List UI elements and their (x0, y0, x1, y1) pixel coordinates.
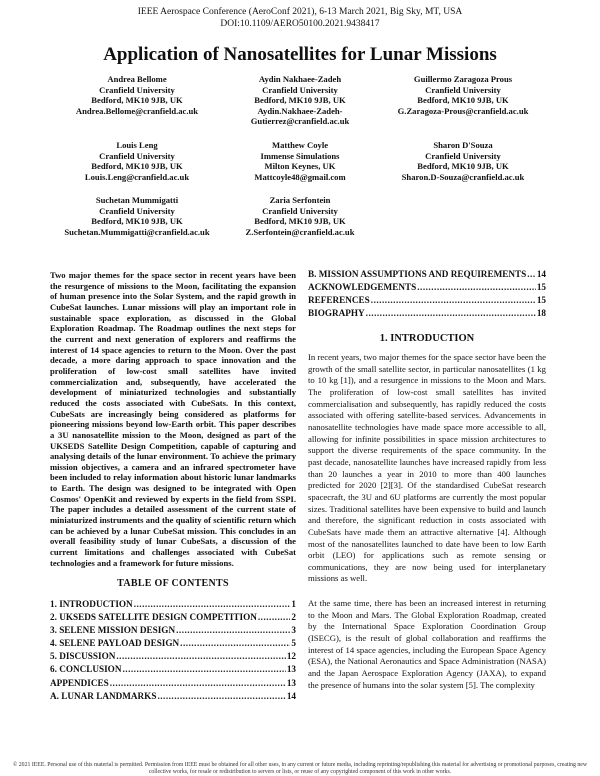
doi-line: DOI:10.1109/AERO50100.2021.9438417 (220, 19, 380, 29)
author-name: Andrea Bellome (107, 74, 167, 84)
toc-entry[interactable] (308, 268, 546, 281)
author-affiliation: Cranfield University (262, 205, 338, 216)
author-address: Bedford, MK10 9JB, UK (417, 95, 509, 105)
toc-entry[interactable] (308, 281, 546, 294)
toc-leader-dots (157, 690, 285, 703)
toc-entry-label: ACKNOWLEDGEMENTS (308, 282, 417, 293)
toc-title: TABLE OF CONTENTS (117, 578, 229, 589)
author-affiliation: Cranfield University (99, 205, 175, 216)
toc-entry[interactable] (50, 624, 296, 637)
toc-leader-dots (258, 611, 291, 624)
toc-leader-dots (527, 268, 536, 281)
toc-entry-page: 15 (536, 282, 546, 293)
toc-entry[interactable] (50, 637, 296, 650)
author-address: Bedford, MK10 9JB, UK (91, 161, 183, 171)
table-of-contents-continued (308, 268, 546, 320)
toc-entry-label: 5. DISCUSSION (50, 651, 116, 662)
author-block (378, 140, 548, 182)
toc-entry[interactable] (50, 598, 296, 611)
toc-entry[interactable] (308, 307, 546, 320)
toc-entry-label: 6. CONCLUSION (50, 664, 122, 675)
author-block (52, 140, 222, 182)
toc-entry-label: 3. SELENE MISSION DESIGN (50, 625, 176, 636)
table-of-contents (50, 598, 296, 703)
toc-entry-page: 15 (536, 295, 546, 306)
toc-entry[interactable] (308, 294, 546, 307)
toc-leader-dots (176, 624, 290, 637)
copyright-footer: © 2021 IEEE. Personal use of this material is permitted. Permission from IEEE must be obtained for all other uses, in any current or future media, including reprinting/republishing this material for advertising or promotional purposes, creating new collective works, for resale or redistribution to servers or lists, or reuse of any copyrighted component of this work in other works. (12, 762, 588, 775)
toc-entry-page: 18 (536, 308, 546, 319)
toc-entry-page: 13 (286, 677, 296, 688)
toc-entry-page: 14 (536, 269, 546, 279)
author-email: Z.Serfontein@cranfield.ac.uk (245, 226, 355, 237)
body-paragraph: In recent years, two major themes for the space sector have been the growth of the small satellite sector, in particular nanosatellites (1 kg to 10 kg [1]), and a resurgence in missions to the Moon and Mars. The proliferation of low-cost small satellites has invited commercialisation and subsequently, has rapidly reduced the costs associated with offering satellite-based services. Advancements in nanosatellite technologies have made space more accessible to all, allowing for infinite possibilities in space mission architectures to support the diverse requirements of the space community. In the past decade, nanosatellite launches have increased rapidly from less than 20 launches a year in 2010 to more than 400 launches predicted for 2020 [2][3]. Of the standardised CubeSat research spacecraft, the 3U and 6U platforms are currently the most popular sizes. Traditional satellites have been expensive to build and launch and therefore, the significant reduction in costs associated with CubeSats have made them an attractive alternative [4]. Although most of the nanosatellites launched to date have been to low Earth orbit (LEO) for applications such as remote sensing or communications, they are now being used for interplanetary missions as well. (308, 352, 546, 584)
author-block (52, 195, 222, 237)
author-email: Mattcoyle48@gmail.com (254, 171, 346, 182)
author-email: Andrea.Bellome@cranfield.ac.uk (75, 105, 199, 116)
paper-title: Application of Nanosatellites for Lunar Missions (103, 44, 497, 65)
author-email-continued: Gutierrez@cranfield.ac.uk (250, 116, 350, 126)
toc-leader-dots (371, 294, 536, 307)
toc-leader-dots (116, 650, 285, 663)
author-address: Bedford, MK10 9JB, UK (91, 216, 183, 226)
toc-entry-label: REFERENCES (308, 295, 370, 306)
author-affiliation: Cranfield University (425, 150, 501, 161)
author-name: Aydin Nakhaee-Zadeh (258, 74, 342, 84)
author-name: Suchetan Mummigatti (95, 195, 179, 205)
conference-header (0, 6, 600, 30)
author-block (215, 140, 385, 182)
author-address: Milton Keynes, UK (264, 161, 336, 171)
author-email: Sharon.D-Souza@cranfield.ac.uk (401, 171, 525, 182)
toc-entry-label: 4. SELENE PAYLOAD DESIGN (50, 638, 180, 649)
toc-entry-page: 3 (291, 625, 296, 636)
toc-entry-label: B. MISSION ASSUMPTIONS AND REQUIREMENTS (308, 269, 527, 279)
author-block (378, 74, 548, 116)
author-name: Sharon D'Souza (433, 140, 493, 150)
toc-entry[interactable] (50, 663, 296, 676)
author-affiliation: Cranfield University (99, 150, 175, 161)
author-affiliation: Cranfield University (99, 84, 175, 95)
body-paragraph: At the same time, there has been an increased interest in returning to the Moon and Mars. The Global Exploration Roadmap, created by the International Space Exploration Coordination Group (ISECG), is the result of global collaboration and reaffirms the interest of 14 space agencies, including the European Space Agency (ESA), the National Aeronautics and Space Administration (NASA) and the Japan Aerospace Exploration Agency (JAXA), to expand the presence of humans into the solar system [5]. The complexity (308, 598, 546, 690)
author-address: Bedford, MK10 9JB, UK (417, 161, 509, 171)
toc-entry-page: 1 (291, 599, 296, 609)
toc-entry-label: APPENDICES (50, 677, 109, 688)
toc-entry-label: 1. INTRODUCTION (50, 599, 133, 609)
author-address: Bedford, MK10 9JB, UK (91, 95, 183, 105)
toc-entry[interactable] (50, 677, 296, 690)
author-email: G.Zaragoza-Prous@cranfield.ac.uk (397, 105, 529, 116)
author-name: Louis Leng (116, 140, 158, 150)
toc-entry[interactable] (50, 690, 296, 703)
toc-leader-dots (180, 637, 290, 650)
toc-entry-label: BIOGRAPHY (308, 308, 365, 319)
author-name: Guillermo Zaragoza Prous (413, 74, 513, 84)
author-block (52, 74, 222, 116)
toc-entry-page: 2 (291, 612, 296, 623)
toc-leader-dots (110, 677, 286, 690)
toc-entry-page: 13 (286, 664, 296, 675)
toc-leader-dots (417, 281, 536, 294)
author-affiliation: Cranfield University (262, 84, 338, 95)
conference-line: IEEE Aerospace Conference (AeroConf 2021), 6-13 March 2021, Big Sky, MT, USA (137, 7, 463, 17)
toc-leader-dots (366, 307, 536, 320)
author-block (215, 195, 385, 237)
toc-entry-label: A. LUNAR LANDMARKS (50, 690, 157, 701)
author-affiliation: Immense Simulations (260, 150, 340, 161)
author-block (215, 74, 385, 127)
toc-leader-dots (134, 598, 291, 611)
author-email: Suchetan.Mummigatti@cranfield.ac.uk (64, 226, 210, 237)
section-heading: 1. INTRODUCTION (379, 333, 475, 344)
author-email: Louis.Leng@cranfield.ac.uk (84, 171, 190, 182)
abstract-text: Two major themes for the space sector in recent years have been the resurgence of missions to the Moon, facilitating the expansion of human presence into the Solar System, and the rapid growth in CubeSat launches. Lunar missions will play an important role in sustainable space exploration, as discussed in the Global Exploration Roadmap. The Roadmap outlines the next steps for the current and next generation of explorers and reaffirms the interest of 14 space agencies to return to the Moon. Over the past decade, a more daring approach to space innovation and the proliferation of low-cost small satellites have invited commercialization and, subsequently, have accelerated the development of miniaturized technologies and substantially reduced the costs associated with CubeSats. In this context, CubeSats are increasingly being considered as platforms for pioneering missions beyond low-Earth orbit. This paper describes a 3U nanosatellite mission to the Moon, designed as part of the UKSEDS Satellite Design Competition, capable of capturing and analysing details of the lunar environment. To achieve the primary mission objectives, a camera and an infrared spectrometer have been included to relay information about historic lunar landmarks to Earth. The design was designed to be integrated with Open Cosmos' OpenKit and reviewed by experts in the field from SSPI. The paper includes a detailed assessment of the current state of miniaturized instruments and the quality of scientific return which can be achieved by a lunar CubeSat mission. This concludes in an overall feasibility study of lunar CubeSats, a discussion of the current limitations and challenges associated with CubeSat technologies and a framework for future missions. (50, 270, 296, 568)
toc-entry[interactable] (50, 611, 296, 624)
toc-entry[interactable] (50, 650, 296, 663)
toc-entry-page: 5 (291, 638, 296, 649)
author-name: Zaria Serfontein (269, 195, 331, 205)
toc-entry-label: 2. UKSEDS SATELLITE DESIGN COMPETITION (50, 612, 257, 623)
toc-entry-page: 14 (286, 690, 296, 701)
toc-leader-dots (122, 663, 285, 676)
author-address: Bedford, MK10 9JB, UK (254, 95, 346, 105)
author-name: Matthew Coyle (271, 140, 329, 150)
toc-entry-page: 12 (286, 651, 296, 662)
author-affiliation: Cranfield University (425, 84, 501, 95)
author-address: Bedford, MK10 9JB, UK (254, 216, 346, 226)
author-email: Aydin.Nakhaee-Zadeh- (257, 105, 343, 116)
